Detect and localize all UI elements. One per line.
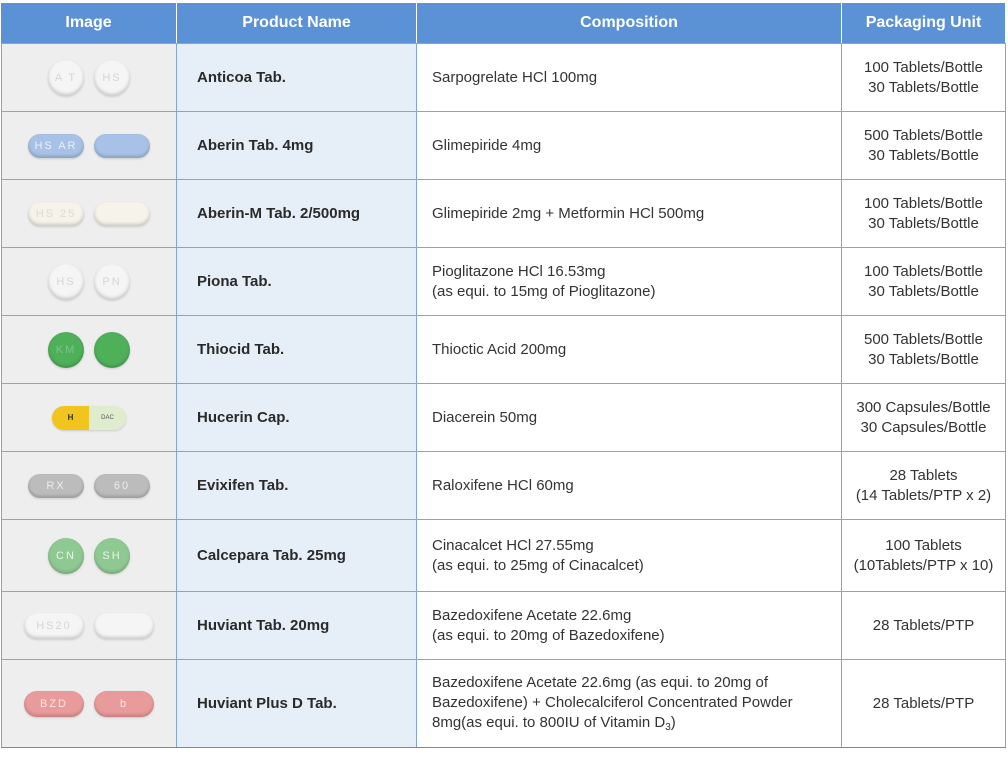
tablet-icon: HS — [94, 60, 130, 96]
packaging-unit: 500 Tablets/Bottle 30 Tablets/Bottle — [842, 111, 1006, 179]
tablet-icon — [94, 202, 150, 226]
packaging-unit: 28 Tablets (14 Tablets/PTP x 2) — [842, 451, 1006, 519]
composition: Thioctic Acid 200mg — [417, 315, 842, 383]
tablet-icon: PN — [94, 264, 130, 300]
packaging-unit: 500 Tablets/Bottle 30 Tablets/Bottle — [842, 315, 1006, 383]
packaging-unit: 300 Capsules/Bottle 30 Capsules/Bottle — [842, 383, 1006, 451]
product-name: Aberin Tab. 4mg — [177, 111, 417, 179]
tablet-icon: KM — [48, 332, 84, 368]
composition: Diacerein 50mg — [417, 383, 842, 451]
product-name: Thiocid Tab. — [177, 315, 417, 383]
composition: Bazedoxifene Acetate 22.6mg (as equi. to 20mg of Bazedoxifene) + Cholecalciferol Concentrated Powder 8mg(as equi. to 800IU of Vitamin $D_3$) — [417, 659, 842, 747]
product-name: Aberin-M Tab. 2/500mg — [177, 179, 417, 247]
tablet-icon: SH — [94, 538, 130, 574]
product-table — [1, 3, 1006, 748]
tablet-icon — [94, 613, 154, 639]
product-image — [1, 591, 177, 659]
tablet-icon: HS AR — [28, 134, 84, 158]
header-product-name: Product Name — [177, 3, 417, 43]
tablet-icon: HS — [48, 264, 84, 300]
composition: Pioglitazone HCl 16.53mg (as equi. to 15mg of Pioglitazone) — [417, 247, 842, 315]
composition: Raloxifene HCl 60mg — [417, 451, 842, 519]
product-image — [1, 519, 177, 591]
product-name: Evixifen Tab. — [177, 451, 417, 519]
product-image — [1, 179, 177, 247]
product-image — [1, 659, 177, 747]
header-composition: Composition — [417, 3, 842, 43]
composition: Cinacalcet HCl 27.55mg (as equi. to 25mg of Cinacalcet) — [417, 519, 842, 591]
composition: Glimepiride 2mg + Metformin HCl 500mg — [417, 179, 842, 247]
product-name: Piona Tab. — [177, 247, 417, 315]
tablet-icon: 60 — [94, 474, 150, 498]
product-image — [1, 111, 177, 179]
tablet-icon: BZD — [24, 691, 84, 717]
tablet-icon: HS20 — [24, 613, 84, 639]
product-name: Hucerin Cap. — [177, 383, 417, 451]
product-image — [1, 315, 177, 383]
tablet-icon: HS 25 — [28, 202, 84, 226]
composition: Sarpogrelate HCl 100mg — [417, 43, 842, 111]
product-image — [1, 451, 177, 519]
packaging-unit: 28 Tablets/PTP — [842, 659, 1006, 747]
tablet-icon — [94, 332, 130, 368]
composition: Glimepiride 4mg — [417, 111, 842, 179]
product-image — [1, 247, 177, 315]
header-packaging-unit: Packaging Unit — [842, 3, 1006, 43]
product-name: Anticoa Tab. — [177, 43, 417, 111]
tablet-icon: CN — [48, 538, 84, 574]
tablet-icon — [94, 134, 150, 158]
product-name: Huviant Plus D Tab. — [177, 659, 417, 747]
packaging-unit: 100 Tablets/Bottle 30 Tablets/Bottle — [842, 247, 1006, 315]
product-image — [1, 383, 177, 451]
product-image — [1, 43, 177, 111]
packaging-unit: 28 Tablets/PTP — [842, 591, 1006, 659]
composition: Bazedoxifene Acetate 22.6mg (as equi. to 20mg of Bazedoxifene) — [417, 591, 842, 659]
capsule-icon: H DAC — [52, 406, 126, 430]
tablet-icon: A T — [48, 60, 84, 96]
packaging-unit: 100 Tablets/Bottle 30 Tablets/Bottle — [842, 179, 1006, 247]
tablet-icon: b — [94, 691, 154, 717]
packaging-unit: 100 Tablets (10Tablets/PTP x 10) — [842, 519, 1006, 591]
tablet-icon: RX — [28, 474, 84, 498]
product-name: Huviant Tab. 20mg — [177, 591, 417, 659]
product-name: Calcepara Tab. 25mg — [177, 519, 417, 591]
header-image: Image — [1, 3, 177, 43]
packaging-unit: 100 Tablets/Bottle 30 Tablets/Bottle — [842, 43, 1006, 111]
